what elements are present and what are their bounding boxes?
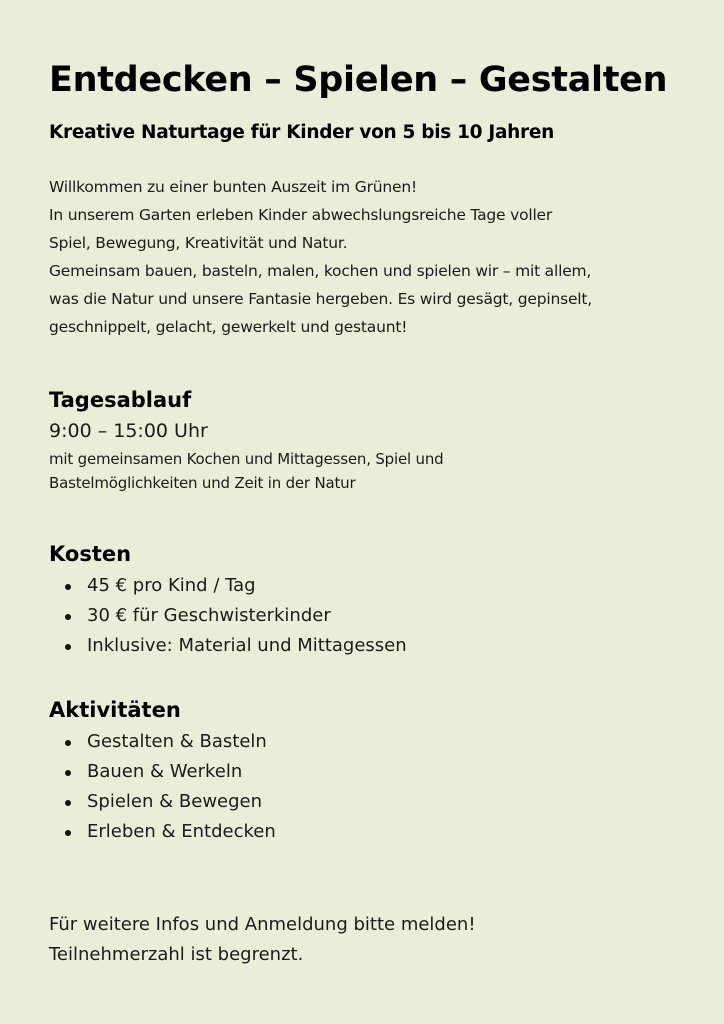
intro-line: Spiel, Bewegung, Kreativität und Natur. [49,234,348,252]
schedule-time: 9:00 – 15:00 Uhr [49,420,208,442]
bullet-icon [65,830,71,836]
cost-list [49,571,689,661]
section-kosten [49,539,689,661]
bullet-icon [65,644,71,650]
intro-line: Gemeinsam bauen, basteln, malen, kochen und spielen wir – mit allem, [49,262,592,280]
list-item [49,727,689,757]
description-line: mit gemeinsamen Kochen und Mittagessen, Spiel und [49,450,444,468]
section-heading: Kosten [49,542,132,566]
schedule-description [49,447,689,495]
section-heading: Aktivitäten [49,698,181,722]
intro-line: geschnippelt, gelacht, gewerkelt und gestaunt! [49,318,408,336]
list-item [49,787,689,817]
intro-line: was die Natur und unsere Fantasie hergeben. Es wird gesägt, gepinselt, [49,290,593,308]
bullet-icon [65,614,71,620]
intro-line: In unserem Garten erleben Kinder abwechslungsreiche Tage voller [49,206,553,224]
list-item [49,601,689,631]
list-item [49,631,689,661]
bullet-icon [65,584,71,590]
bullet-icon [65,800,71,806]
list-item-text: Gestalten & Basteln [87,731,267,752]
list-item-text: Spielen & Bewegen [87,791,263,812]
section-tagesablauf [49,385,689,495]
intro-text [49,173,689,341]
list-item [49,817,689,847]
list-item-text: Erleben & Entdecken [87,821,276,842]
bullet-icon [65,740,71,746]
list-item-text: 45 € pro Kind / Tag [87,575,256,596]
list-item-text: Inklusive: Material und Mittagessen [87,635,407,656]
footer-line: Für weitere Infos und Anmeldung bitte melden! [49,914,476,935]
intro-line: Willkommen zu einer bunten Auszeit im Grünen! [49,178,417,196]
flyer-page [49,0,689,1024]
list-item-text: Bauen & Werkeln [87,761,243,782]
list-item [49,571,689,601]
section-aktivitaeten [49,695,689,847]
list-item [49,757,689,787]
footer-line: Teilnehmerzahl ist begrenzt. [49,944,304,965]
bullet-icon [65,770,71,776]
footer-note [49,910,476,970]
description-line: Bastelmöglichkeiten und Zeit in der Natur [49,474,356,492]
section-heading: Tagesablauf [49,388,192,412]
list-item-text: 30 € für Geschwisterkinder [87,605,331,626]
page-title: Entdecken – Spielen – Gestalten [49,60,668,100]
activity-list [49,727,689,847]
page-subtitle: Kreative Naturtage für Kinder von 5 bis 10 Jahren [49,122,554,143]
